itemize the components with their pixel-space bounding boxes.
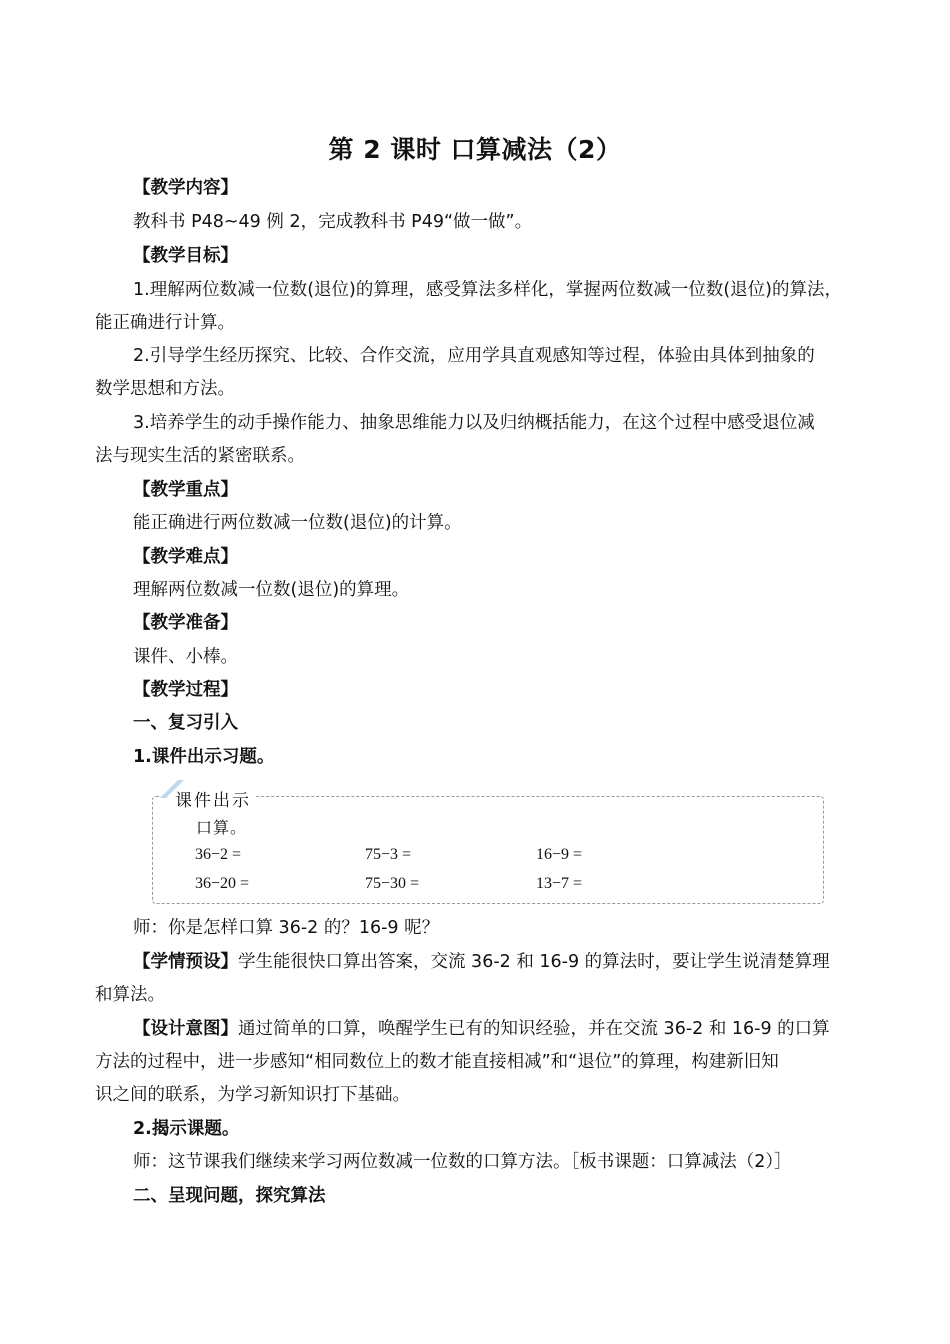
teacher-intro: 师：这节课我们继续来学习两位数减一位数的口算方法。［板书课题：口算减法（2）］ [133, 1152, 792, 1172]
goal2-line1: 2.引导学生经历探究、比较、合作交流，应用学具直观感知等过程，体验由具体到抽象的 [133, 346, 815, 366]
goal3-line1: 3.培养学生的动手操作能力、抽象思维能力以及归纳概括能力，在这个过程中感受退位减 [133, 413, 815, 433]
preset-line2: 和算法。 [95, 985, 165, 1005]
intent-line2: 方法的过程中，进一步感知“相同数位上的数才能直接相减”和“退位”的算理，构建新旧知 [95, 1052, 779, 1072]
process-heading: 【教学过程】 [133, 680, 238, 700]
expression: 75−3 = [365, 846, 412, 863]
step2-heading: 2.揭示课题。 [133, 1119, 240, 1139]
expression: 36−20 = [195, 875, 250, 892]
content-text: 教科书 P48~49 例 2，完成教科书 P49“做一做”。 [133, 212, 533, 232]
content-heading: 【教学内容】 [133, 178, 238, 198]
preset-text: 学生能很快口算出答案，交流 36-2 和 16-9 的算法时，要让学生说清楚算理 [238, 952, 830, 972]
intent-text: 通过简单的口算，唤醒学生已有的知识经验，并在交流 36-2 和 16-9 的口算 [238, 1019, 830, 1039]
lesson-title: 第 2 课时 口算减法（2） [328, 135, 622, 164]
expression: 36−2 = [195, 846, 242, 863]
exercise-instruction: 口算。 [196, 818, 248, 837]
intent-line3: 识之间的联系，为学习新知识打下基础。 [95, 1085, 410, 1105]
prep-text: 课件、小棒。 [133, 647, 238, 667]
teacher-question: 师：你是怎样口算 36-2 的？16-9 呢？ [133, 918, 440, 938]
prep-heading: 【教学准备】 [133, 613, 238, 633]
part2-heading: 二、呈现问题，探究算法 [133, 1186, 326, 1206]
part1-heading: 一、复习引入 [133, 713, 238, 733]
expression: 75−30 = [365, 875, 420, 892]
goal3-line2: 法与现实生活的紧密联系。 [95, 446, 305, 466]
intent-line1 [133, 1017, 830, 1041]
goal2-line2: 数学思想和方法。 [95, 379, 235, 399]
difficulty-text: 理解两位数减一位数(退位)的算理。 [133, 580, 410, 600]
expression: 13−7 = [536, 875, 583, 892]
preset-line1 [133, 950, 830, 974]
preset-label: 【学情预设】 [133, 952, 238, 972]
intent-label: 【设计意图】 [133, 1019, 238, 1039]
step1-heading: 1.课件出示习题。 [133, 747, 275, 767]
exercise-box-label: 课件出示 [175, 791, 251, 811]
key-heading: 【教学重点】 [133, 480, 238, 500]
goal1-line1: 1.理解两位数减一位数(退位)的算理，感受算法多样化，掌握两位数减一位数(退位)的算法， [133, 280, 843, 300]
goals-heading: 【教学目标】 [133, 246, 238, 266]
difficulty-heading: 【教学难点】 [133, 547, 238, 567]
key-text: 能正确进行两位数减一位数(退位)的计算。 [133, 513, 462, 533]
expression: 16−9 = [536, 846, 583, 863]
goal1-line2: 能正确进行计算。 [95, 313, 235, 333]
